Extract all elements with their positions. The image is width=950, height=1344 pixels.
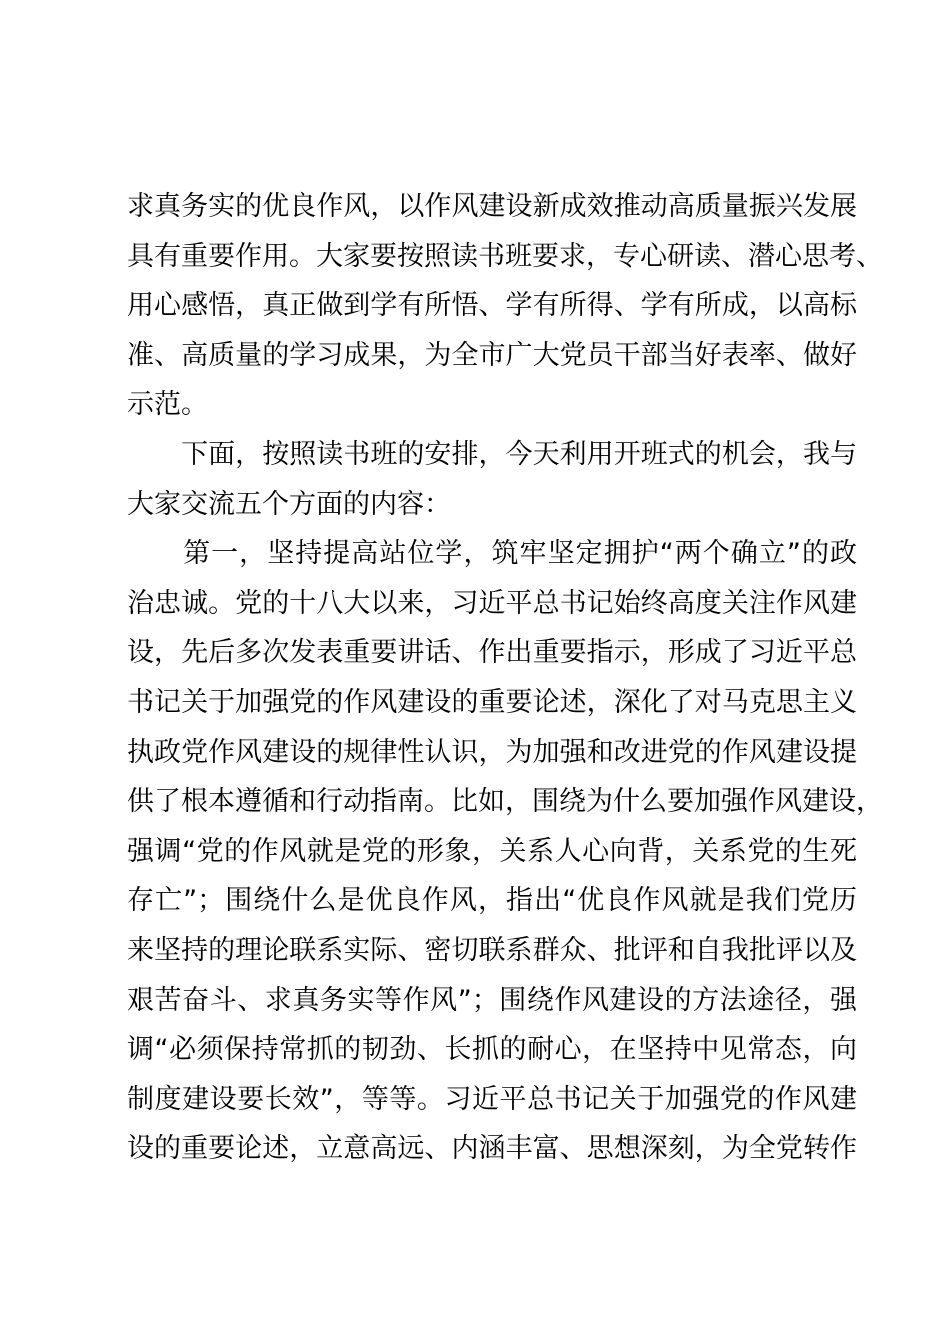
- text-line: 治忠诚。党的十八大以来，习近平总书记始终高度关注作风建: [127, 587, 857, 619]
- body-text: [127, 182, 883, 1174]
- text-line: 用心感悟，真正做到学有所悟、学有所得、学有所成，以高标: [127, 290, 857, 322]
- text-line: 示范。: [127, 389, 208, 421]
- text-line: 供了根本遵循和行动指南。比如，围绕为什么要加强作风建设，: [127, 786, 883, 818]
- text-line: 调“必须保持常抓的韧劲、长抓的耐心，在坚持中见常态，向: [127, 1034, 857, 1066]
- text-line: 设，先后多次发表重要讲话、作出重要指示，形成了习近平总: [127, 637, 857, 669]
- text-line: 具有重要作用。大家要按照读书班要求，专心研读、潜心思考、: [127, 240, 883, 272]
- text-line: 制度建设要长效”，等等。习近平总书记关于加强党的作风建: [127, 1083, 857, 1115]
- text-line: 来坚持的理论联系实际、密切联系群众、批评和自我批评以及: [127, 934, 857, 966]
- text-line: 艰苦奋斗、求真务实等作风”；围绕作风建设的方法途径，强: [127, 984, 857, 1016]
- text-line: 设的重要论述，立意高远、内涵丰富、思想深刻，为全党转作: [127, 1133, 857, 1165]
- text-line: 准、高质量的学习成果，为全市广大党员干部当好表率、做好: [127, 339, 857, 371]
- text-line: 书记关于加强党的作风建设的重要论述，深化了对马克思主义: [127, 686, 857, 718]
- text-line: 执政党作风建设的规律性认识，为加强和改进党的作风建设提: [127, 736, 857, 768]
- text-line: 下面，按照读书班的安排，今天利用开班式的机会，我与: [127, 438, 857, 470]
- text-line: 强调“党的作风就是党的形象，关系人心向背，关系党的生死: [127, 835, 857, 867]
- text-line: 求真务实的优良作风，以作风建设新成效推动高质量振兴发展: [127, 191, 857, 222]
- text-line: 大家交流五个方面的内容：: [127, 488, 451, 520]
- text-line: 存亡”；围绕什么是优良作风，指出“优良作风就是我们党历: [127, 885, 857, 917]
- text-line: 第一，坚持提高站位学，筑牢坚定拥护“两个确立”的政: [127, 538, 857, 570]
